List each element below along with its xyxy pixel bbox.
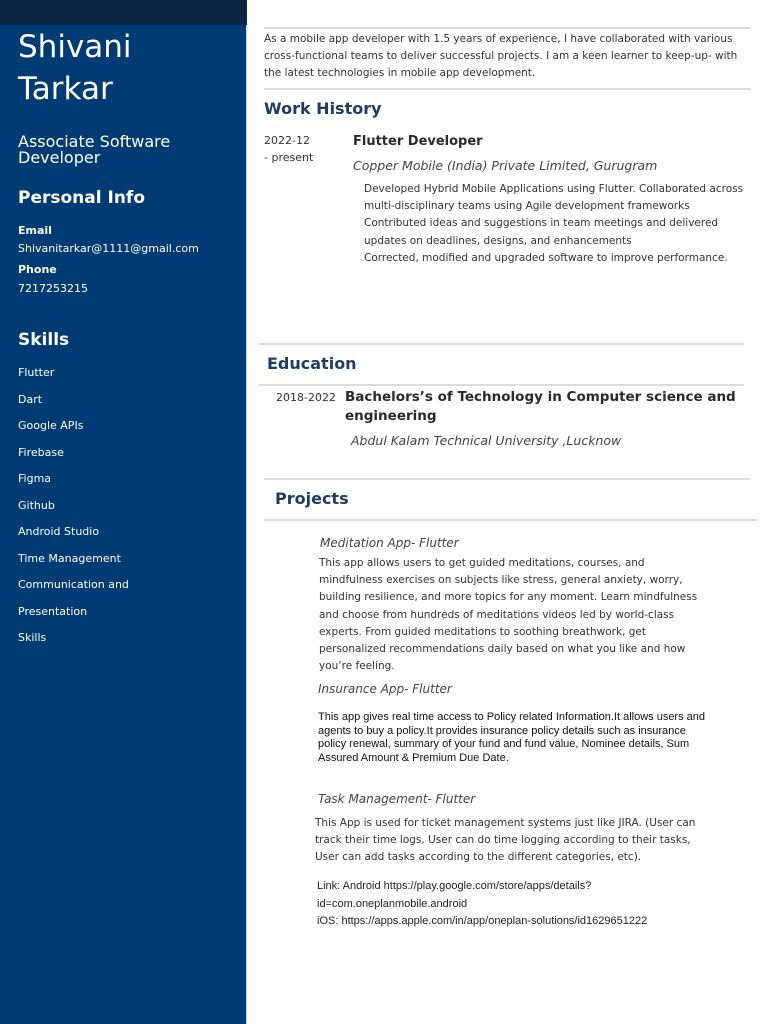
skill-item: Time Management bbox=[18, 551, 121, 565]
project-description: This app allows users to get guided meditations, courses, and mindfulness exercises on subjects like stress, general anxiety, worry, building resilience, and more topics for any moment. Learn mindfulness and choose from hundreds of meditations videos led by world-class experts. From guided meditations to soothing breathwork, get personalized recommendations daily based on what you like and how you’re feeling. bbox=[319, 557, 698, 673]
project-description: This App is used for ticket management systems just like JIRA. (User can track their time logs, User can do time logging according to their tasks, User can add tasks according to the different categories, etc). bbox=[315, 817, 696, 864]
skill-item: Communication and bbox=[18, 578, 129, 591]
email-label: Email bbox=[18, 224, 52, 237]
project-description: This app gives real time access to Policy related Information.It allows users and agents to buy a policy.It provides insurance policy details such as insurance policy renewal, summary of your fund and fund value, Nominee details, Sum Assured Amount & Premium Due Date. bbox=[318, 711, 706, 764]
divider bbox=[259, 384, 744, 386]
summary-text: As a mobile app developer with 1.5 years of experience, I have collaborated with various cross-functional teams to deliver successful projects. I am a keen learner to keep-up- with the latest technologies in mobile app development. bbox=[264, 33, 738, 79]
project-links bbox=[317, 878, 727, 931]
divider bbox=[264, 478, 750, 480]
skill-item: Github bbox=[18, 498, 55, 512]
project-title: Task Management- Flutter bbox=[318, 792, 476, 806]
education-dates: 2018-2022 bbox=[276, 391, 336, 404]
main-content bbox=[247, 0, 768, 1024]
skill-item: Figma bbox=[18, 472, 52, 485]
work-dates bbox=[264, 132, 313, 166]
education-heading: Education bbox=[267, 354, 357, 373]
job-role: Flutter Developer bbox=[353, 134, 483, 149]
android-link-line-1[interactable]: Link: Android https://play.google.com/store/apps/details? bbox=[317, 880, 592, 892]
divider bbox=[264, 519, 757, 521]
degree-title: Bachelors’s of Technology in Computer science and engineering bbox=[345, 389, 736, 424]
email-value[interactable]: Shivanitarkar@1111@gmail.com bbox=[18, 242, 199, 255]
candidate-name bbox=[18, 26, 132, 110]
work-date-start: 2022-12 bbox=[264, 134, 310, 147]
job-title bbox=[18, 134, 170, 166]
name-line-2: Tarkar bbox=[18, 71, 113, 107]
job-title-line-1: Associate Software bbox=[18, 132, 171, 151]
projects-heading: Projects bbox=[275, 489, 349, 508]
work-date-end: - present bbox=[264, 151, 314, 164]
skill-item: Skills bbox=[18, 631, 47, 644]
skills-heading: Skills bbox=[18, 330, 70, 350]
phone-label: Phone bbox=[18, 263, 57, 276]
divider bbox=[264, 88, 751, 90]
project-title: Meditation App- Flutter bbox=[320, 536, 459, 550]
sidebar bbox=[0, 0, 247, 1024]
personal-info-heading: Personal Info bbox=[18, 188, 145, 208]
project-title: Insurance App- Flutter bbox=[318, 682, 452, 696]
work-responsibilities bbox=[364, 181, 754, 267]
skill-item: Google APIs bbox=[18, 419, 84, 432]
android-link-line-2[interactable]: id=com.oneplanmobile.android bbox=[317, 897, 468, 910]
responsibility-item: Developed Hybrid Mobile Applications using Flutter. Collaborated across multi-disciplinary teams using Agile development frameworks bbox=[364, 183, 744, 213]
sidebar-header-band bbox=[0, 0, 247, 25]
skill-item: Flutter bbox=[18, 366, 55, 379]
skills-list bbox=[18, 366, 129, 658]
skill-item: Dart bbox=[18, 392, 43, 406]
work-history-heading: Work History bbox=[264, 99, 382, 118]
divider bbox=[264, 27, 751, 29]
ios-link[interactable]: iOS: https://apps.apple.com/in/app/oneplan-solutions/id1629651222 bbox=[317, 915, 648, 927]
skill-item: Presentation bbox=[18, 604, 88, 618]
divider bbox=[259, 343, 744, 345]
skill-item: Android Studio bbox=[18, 525, 100, 538]
school-name: Abdul Kalam Technical University ,Lucknow bbox=[351, 433, 622, 448]
job-title-line-2: Developer bbox=[18, 148, 101, 167]
responsibility-item: Contributed ideas and suggestions in team meetings and delivered updates on deadlines, designs, and enhancements bbox=[364, 217, 719, 247]
skill-item: Firebase bbox=[18, 445, 64, 459]
company-name: Copper Mobile (India) Private Limited, Gurugram bbox=[353, 158, 658, 173]
phone-value: 7217253215 bbox=[18, 282, 88, 295]
name-line-1: Shivani bbox=[18, 29, 132, 65]
responsibility-item: Corrected, modified and upgraded software to improve performance. bbox=[364, 251, 728, 264]
